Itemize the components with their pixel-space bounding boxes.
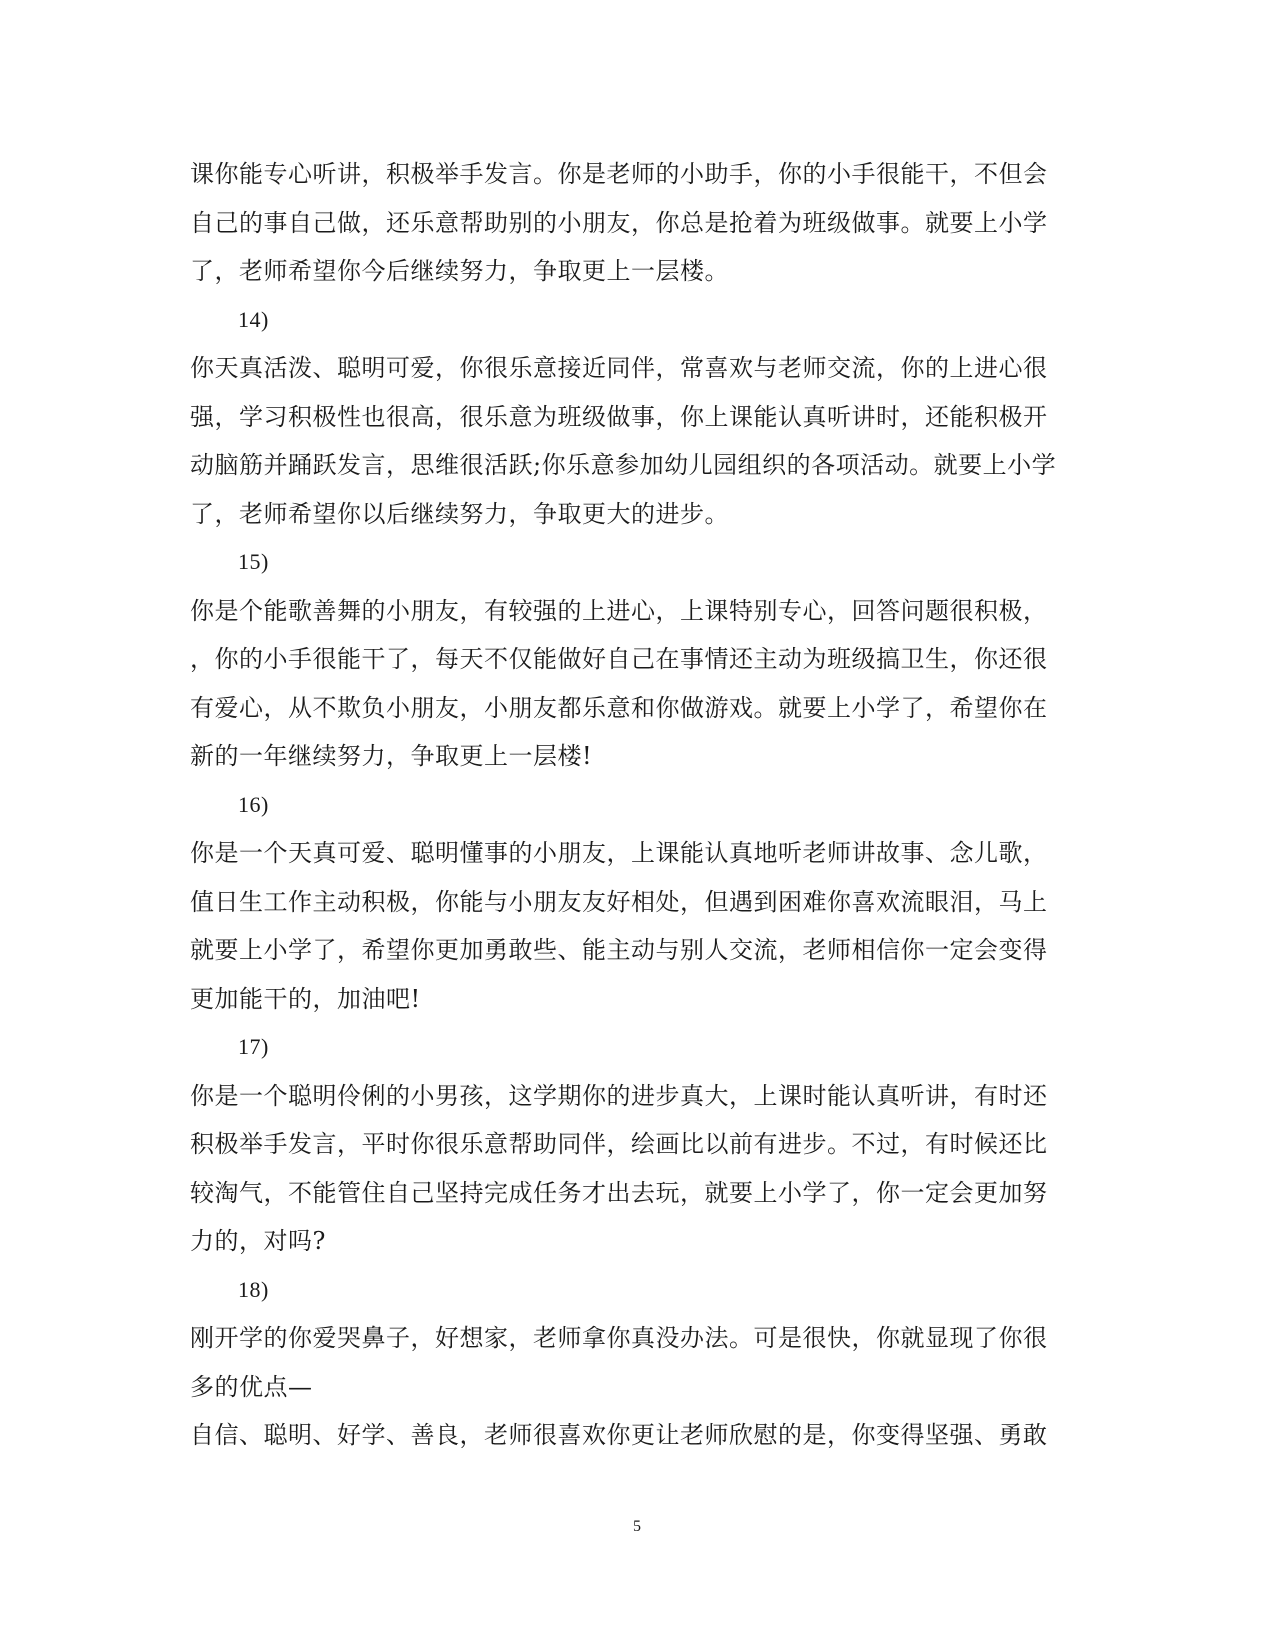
text-line: 新的一年继续努力，争取更上一层楼! xyxy=(190,742,593,770)
text-line: 有爱心，从不欺负小朋友，小朋友都乐意和你做游戏。就要上小学了，希望你在 xyxy=(190,693,1048,722)
text-line: 刚开学的你爱哭鼻子，好想家，老师拿你真没办法。可是很快，你就显现了你很 xyxy=(190,1324,1048,1352)
text-line: 强，学习积极性也很高，很乐意为班级做事，你上课能认真听讲时，还能积极开 xyxy=(190,402,1048,431)
item-number: 15) xyxy=(238,549,269,574)
text-line: 就要上小学了，希望你更加勇敢些、能主动与别人交流，老师相信你一定会变得 xyxy=(190,936,1048,964)
text-line: 你是个能歌善舞的小朋友，有较强的上进心，上课特别专心，回答问题很积极， xyxy=(190,596,1048,625)
item-number: 18) xyxy=(238,1276,269,1302)
text-line: 了，老师希望你今后继续努力，争取更上一层楼。 xyxy=(190,257,729,285)
text-line: 动脑筋并踊跃发言，思维很活跃;你乐意参加幼儿园组织的各项活动。就要上小学 xyxy=(190,451,1057,479)
text-line: ，你的小手很能干了，每天不仅能做好自己在事情还主动为班级搞卫生，你还很 xyxy=(190,645,1048,673)
text-line: 积极举手发言，平时你很乐意帮助同伴，绘画比以前有进步。不过，有时候还比 xyxy=(190,1130,1048,1158)
text-line: 较淘气，不能管住自己坚持完成任务才出去玩，就要上小学了，你一定会更加努 xyxy=(190,1178,1048,1207)
text-line: 课你能专心听讲，积极举手发言。你是老师的小助手，你的小手很能干，不但会 xyxy=(190,160,1048,188)
item-number: 16) xyxy=(238,791,269,817)
text-line: 你是一个聪明伶俐的小男孩，这学期你的进步真大，上课时能认真听讲，有时还 xyxy=(190,1081,1048,1110)
text-line: 更加能干的，加油吧! xyxy=(190,984,421,1013)
document-body xyxy=(190,150,1070,1460)
text-line: 了，老师希望你以后继续努力，争取更大的进步。 xyxy=(190,499,729,528)
text-line: 你是一个天真可爱、聪明懂事的小朋友，上课能认真地听老师讲故事、念儿歌， xyxy=(190,839,1048,867)
text-line: 值日生工作主动积极，你能与小朋友友好相处，但遇到困难你喜欢流眼泪，马上 xyxy=(190,887,1048,916)
page-number: 5 xyxy=(633,1518,641,1535)
text-line: 自信、聪明、好学、善良，老师很喜欢你更让老师欣慰的是，你变得坚强、勇敢 xyxy=(190,1421,1048,1449)
item-number: 14) xyxy=(238,306,269,332)
text-line: 多的优点— xyxy=(190,1372,313,1401)
text-line: 力的，对吗? xyxy=(190,1227,326,1255)
text-line: 你天真活泼、聪明可爱，你很乐意接近同伴，常喜欢与老师交流，你的上进心很 xyxy=(190,354,1048,382)
item-number: 17) xyxy=(238,1034,269,1059)
text-line: 自己的事自己做，还乐意帮助别的小朋友，你总是抢着为班级做事。就要上小学 xyxy=(190,208,1048,237)
